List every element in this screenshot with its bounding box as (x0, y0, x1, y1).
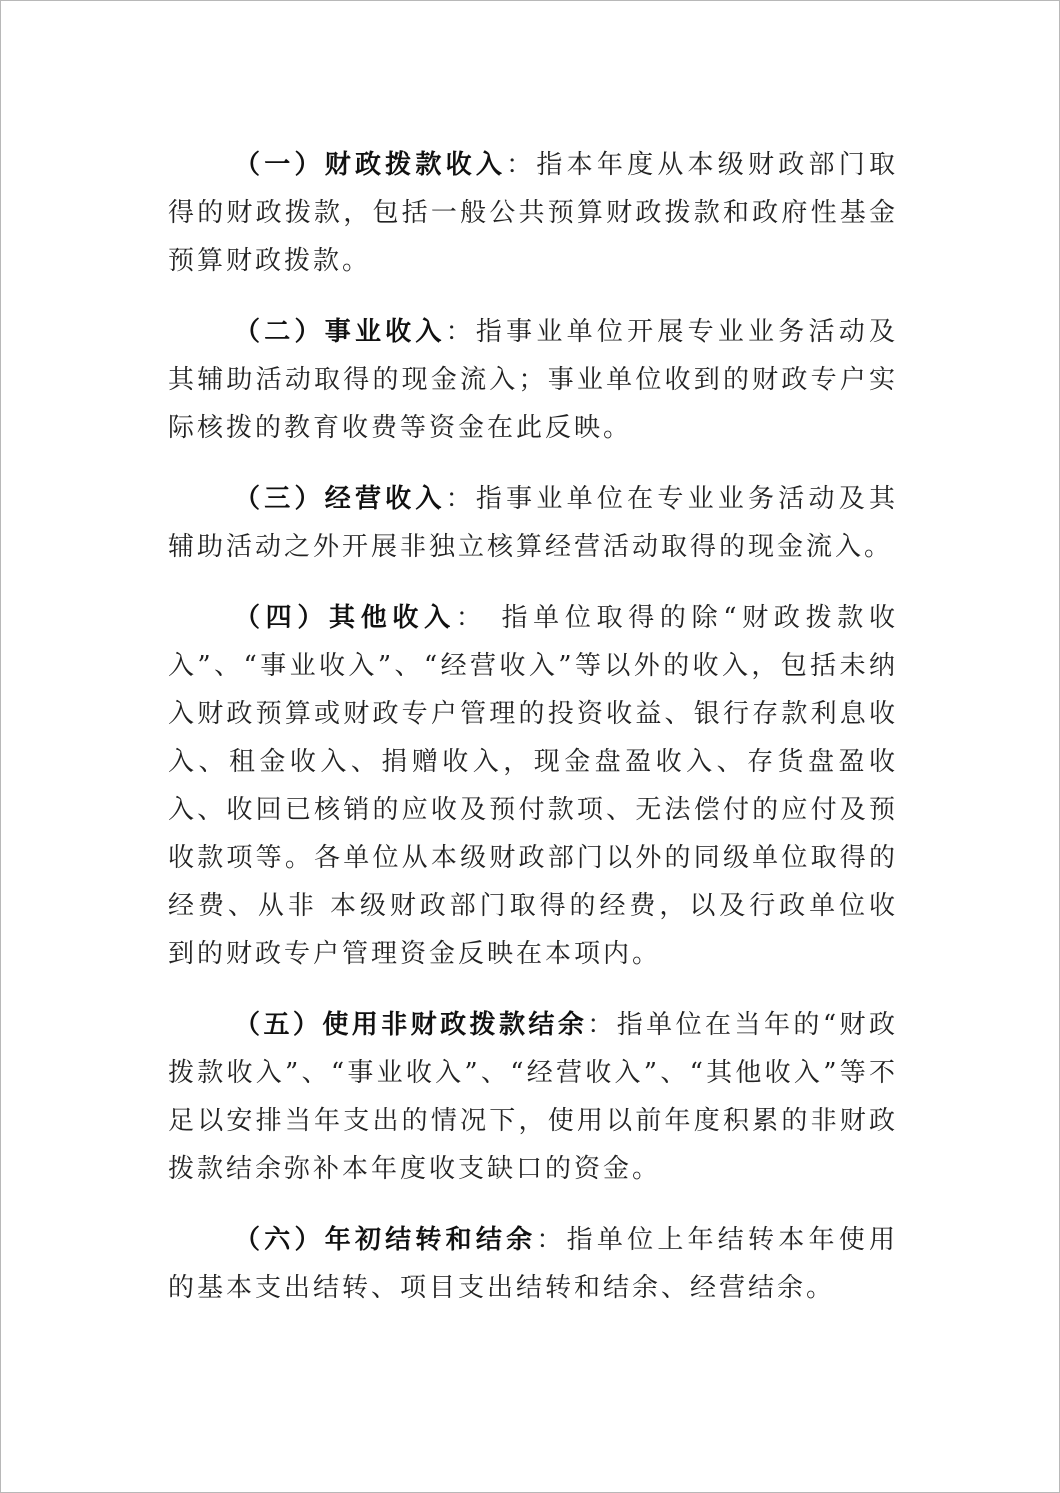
paragraph-heading: （二）事业收入 (234, 317, 446, 347)
paragraph-text: ：指本年度从本级财政部门取得的财政拨款，包括一般公共预算财政拨款和政府性基金预算财政拨款。 (168, 150, 898, 276)
paragraph-heading: （三）经营收入 (234, 484, 446, 514)
paragraph-text: ：指事业单位开展专业业务活动及其辅助活动取得的现金流入；事业单位收到的财政专户实际核拨的教育收费等资金在此反映。 (168, 317, 898, 443)
paragraph-text: ：指单位在当年的“财政拨款收入”、“事业收入”、“经营收入”、“其他收入”等不足以安排当年支出的情况下，使用以前年度积累的非财政拨款结余弥补本年度收支缺口的资金。 (168, 1010, 898, 1184)
paragraph-heading: （五）使用非财政拨款结余 (234, 1010, 588, 1040)
paragraph-text: ：指单位上年结转本年使用的基本支出结转、项目支出结转和结余、经营结余。 (168, 1225, 898, 1303)
paragraph-heading: （六）年初结转和结余 (234, 1225, 537, 1255)
paragraph-other-income (168, 594, 898, 978)
paragraph-heading: （四）其他收入 (234, 603, 456, 633)
paragraph-non-fiscal-balance-use (168, 1001, 898, 1193)
paragraph-fiscal-appropriation-income (168, 141, 898, 285)
paragraph-carryover-balance (168, 1216, 898, 1312)
paragraph-text: ： 指单位取得的除“财政拨款收入”、“事业收入”、“经营收入”等以外的收入，包括未纳入财政预算或财政专户管理的投资收益、银行存款利息收入、租金收入、捐赠收入，现金盘盈收入、存货盘盈收入、收回已核销的应收及预付款项、无法偿付的应付及预收款项等。各单位从本级财政部门以外的同级单位取得的经费、从非 本级财政部门取得的经费，以及行政单位收到的财政专户管理资金反映在本项内。 (168, 603, 898, 969)
paragraph-operational-income (168, 308, 898, 452)
paragraph-text: ：指事业单位在专业业务活动及其辅助活动之外开展非独立核算经营活动取得的现金流入。 (168, 484, 898, 562)
paragraph-heading: （一）财政拨款收入 (234, 150, 507, 180)
paragraph-business-income (168, 475, 898, 571)
document-body (168, 141, 898, 1312)
